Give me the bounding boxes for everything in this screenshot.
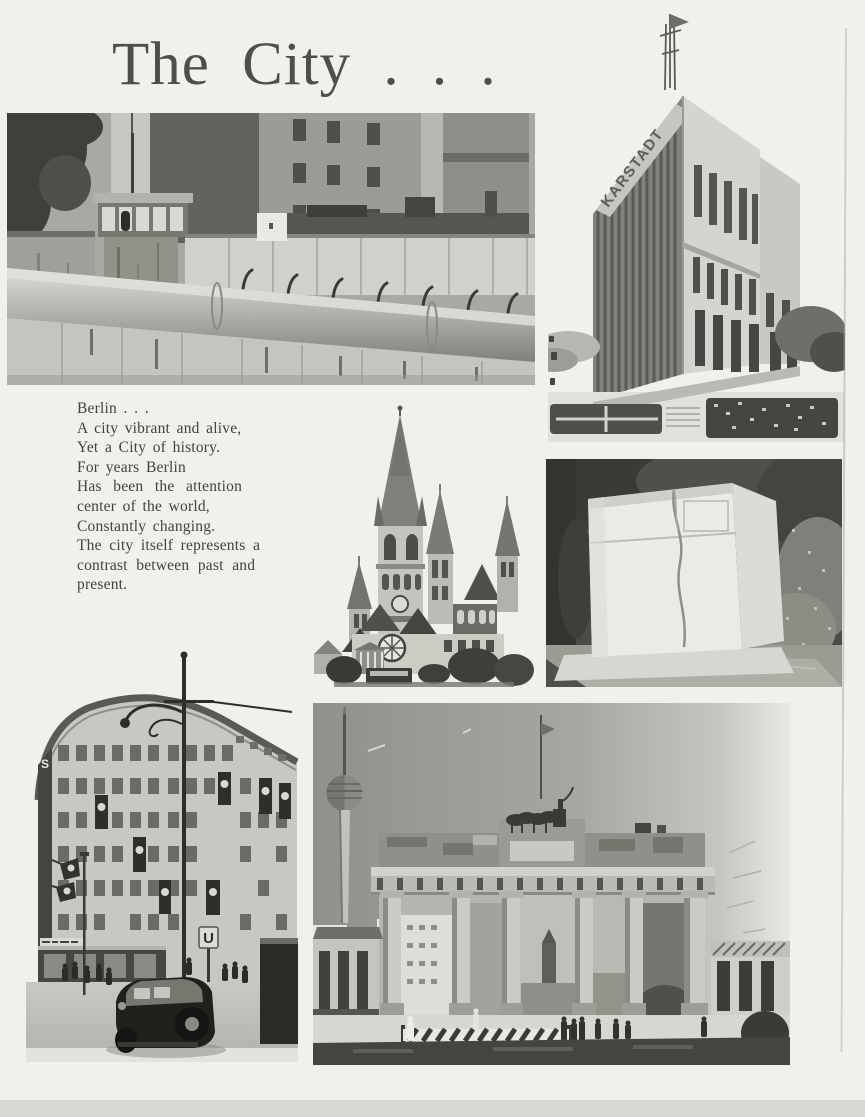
entablature bbox=[371, 867, 715, 895]
poem-line: For years Berlin bbox=[77, 458, 186, 476]
main-spire bbox=[374, 406, 427, 527]
side-gatehouse-left bbox=[313, 927, 383, 1017]
scan-speck bbox=[549, 336, 554, 342]
side-gatehouse-right bbox=[711, 941, 790, 1015]
street-scene-photo bbox=[26, 650, 298, 1062]
truck bbox=[260, 938, 298, 1044]
poem bbox=[77, 399, 305, 595]
memorial-church-photo bbox=[314, 404, 542, 689]
scan-strip-bottom bbox=[0, 1100, 865, 1117]
poem-line: present. bbox=[77, 576, 128, 594]
poem-line: Constantly changing. bbox=[77, 517, 216, 535]
karstadt-sign: KARSTADT bbox=[597, 125, 668, 211]
karstadt-building-photo bbox=[548, 2, 845, 442]
brandenburg-gate-photo bbox=[313, 703, 790, 1065]
poem-line: contrast between past and bbox=[77, 556, 256, 574]
poem-line: Yet a City of history. bbox=[77, 439, 221, 457]
poem-line: Berlin . . . bbox=[77, 400, 149, 417]
page-title: The City . . . bbox=[112, 31, 497, 98]
vintage-car bbox=[106, 977, 226, 1058]
poem-line: The city itself represents a bbox=[77, 537, 261, 555]
berlin-wall-photo bbox=[7, 113, 535, 385]
hotel-sign: S bbox=[41, 757, 50, 771]
poem-line: A city vibrant and alive, bbox=[77, 419, 242, 437]
gate-openings bbox=[379, 895, 705, 1021]
scan-speck bbox=[550, 378, 555, 385]
poem-line: Has been the attention bbox=[77, 478, 243, 496]
poem-line: center of the world, bbox=[77, 497, 210, 515]
scan-speck bbox=[551, 352, 557, 360]
svg-text:U: U bbox=[203, 930, 214, 947]
monument-photo bbox=[546, 459, 842, 687]
